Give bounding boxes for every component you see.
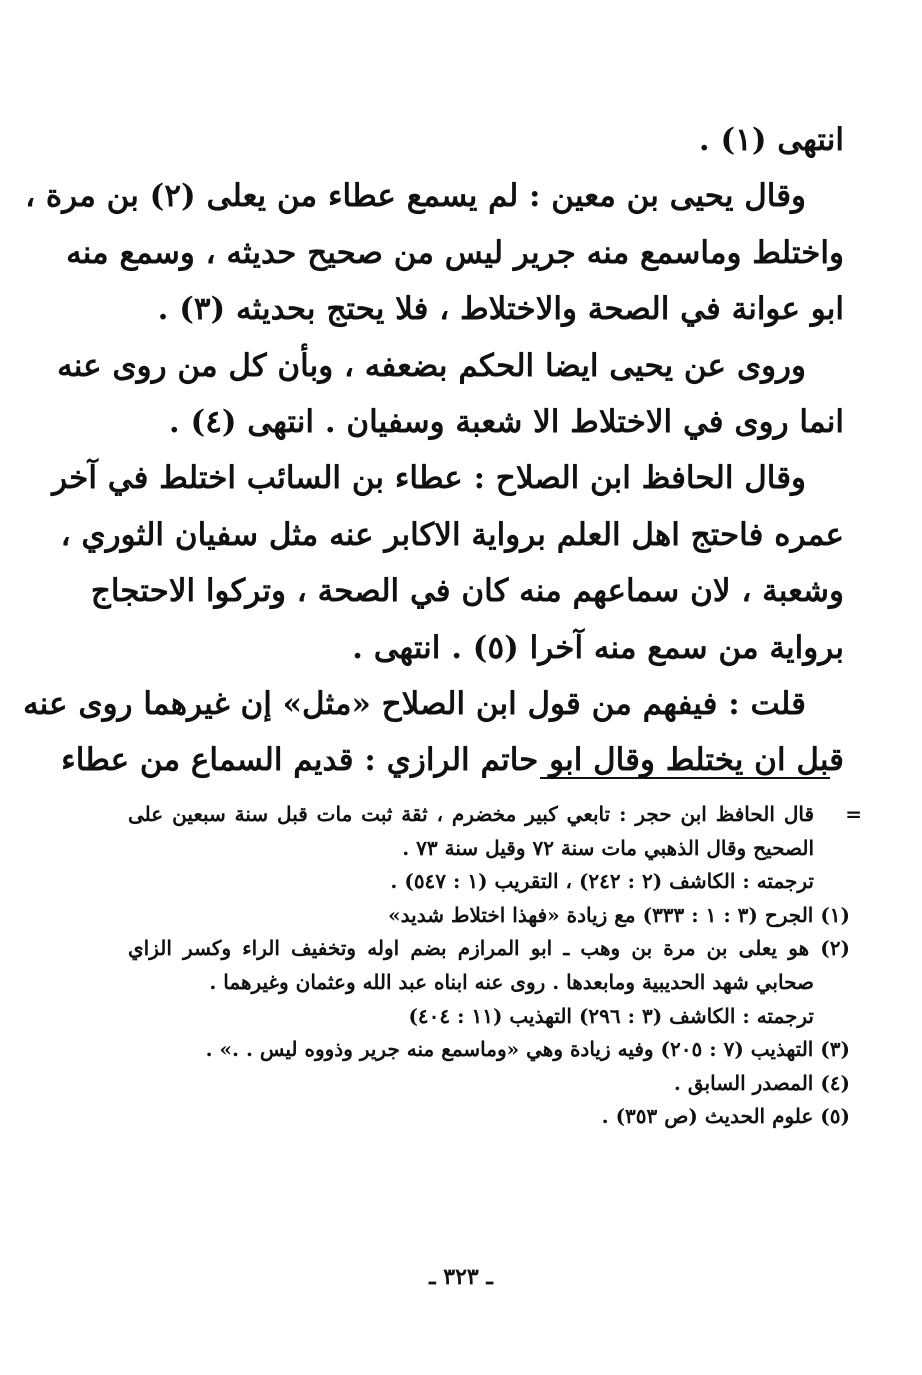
footnote-line-1: قال الحافظ ابن حجر : تابعي كبير مخضرم ، ثقة ثبت مات قبل سنة سبعين على (128, 802, 814, 826)
footnote-5: (٥) علوم الحديث (ص ٣٥٣) . (601, 1104, 850, 1129)
body-line-9: وشعبة ، لان سماعهم منه كان في الصحة ، وتركوا الاحتجاج (90, 573, 844, 610)
footnote-1: (١) الجرح (٣ : ١ : ٣٣٣) مع زيادة «فهذا اختلاط شديد» (388, 902, 850, 927)
body-line-1: انتهى (١) . (698, 122, 844, 158)
body-line-8: عمره فاحتج اهل العلم برواية الاكابر عنه مثل سفيان الثوري ، (60, 516, 844, 553)
page-number: ـ ٣٢٣ ـ (429, 1264, 493, 1290)
footnote-line-3: ترجمته : الكاشف (٢ : ٢٤٢) ، التقريب (١ : ٥٤٧) . (390, 869, 814, 894)
body-line-6: انما روى في الاختلاط الا شعبة وسفيان . انتهى (٤) . (168, 404, 844, 441)
footnotes (128, 798, 862, 1134)
footnote-2-line-3: ترجمته : الكاشف (٣ : ٢٩٦) التهذيب (١١ : ٤٠٤) (408, 1003, 814, 1028)
body-line-4: ابو عوانة في الصحة والاختلاط ، فلا يحتج بحديثه (٣) . (157, 291, 844, 328)
body-line-12: قبل ان يختلط وقال ابو حاتم الرازي : قديم السماع من عطاء (61, 742, 844, 779)
body-line-2: وقال يحيى بن معين : لم يسمع عطاء من يعلى (٢) بن مرة ، (25, 178, 806, 215)
footnote-line-2: الصحيح وقال الذهبي مات سنة ٧٢ وقيل سنة ٧٣ . (402, 835, 814, 860)
body-line-3: واختلط وماسمع منه جرير ليس من صحيح حديثه ، وسمع منه (66, 234, 844, 271)
footnote-3: (٣) التهذيب (٧ : ٢٠٥) وفيه زيادة وهي «وماسمع منه جرير وذووه ليس . .» . (205, 1037, 850, 1062)
footnote-4: (٤) المصدر السابق . (673, 1070, 850, 1095)
body-line-7: وقال الحافظ ابن الصلاح : عطاء بن السائب اختلط في آخر (52, 460, 806, 497)
footnote-separator (540, 777, 830, 779)
body-line-10: برواية من سمع منه آخرا (٥) . انتهى . (352, 629, 844, 666)
body-line-11: قلت : فيفهم من قول ابن الصلاح «مثل» إن غيرهما روى عنه (23, 686, 806, 723)
continuation-marker: = (845, 802, 862, 826)
footnote-2: (٢) هو يعلى بن مرة بن وهب ـ ابو المرازم بضم اوله وتخفيف الراء وكسر الزاي (128, 936, 850, 961)
main-text (23, 112, 844, 789)
body-line-5: وروى عن يحيى ايضا الحكم بضعفه ، وبأن كل من روى عنه (57, 347, 806, 384)
footnote-2-line-2: صحابي شهد الحديبية ومابعدها . روى عنه ابناه عبد الله وعثمان وغيرهما . (209, 969, 814, 994)
